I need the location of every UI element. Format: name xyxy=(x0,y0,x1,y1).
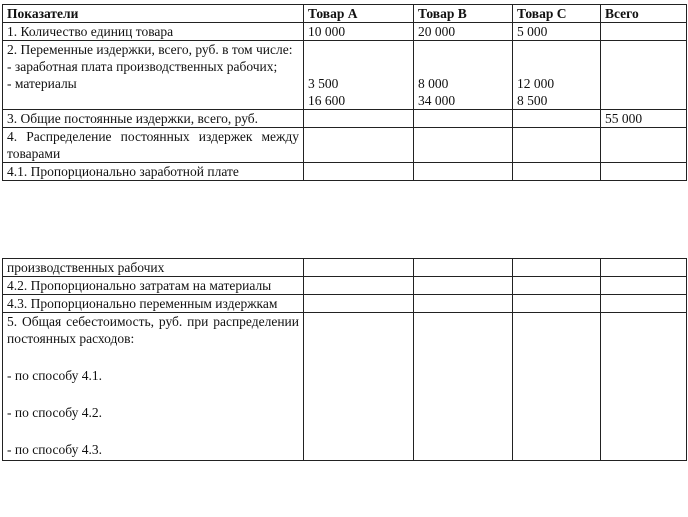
cell-total xyxy=(601,277,687,295)
cost-table-part2 xyxy=(2,258,687,461)
cell-total xyxy=(601,163,687,181)
cell-total xyxy=(601,259,687,277)
cell-b: 20 000 xyxy=(414,23,513,41)
cell-b xyxy=(414,259,513,277)
cell-c xyxy=(513,128,601,163)
cell-total xyxy=(601,41,687,110)
table-row xyxy=(3,295,687,313)
cell-a xyxy=(304,295,414,313)
header-product-a: Товар А xyxy=(304,5,414,23)
table-row xyxy=(3,128,687,163)
method-4-1: - по способу 4.1. xyxy=(7,368,102,383)
row-label xyxy=(3,41,304,110)
table-row xyxy=(3,277,687,295)
row-label: производственных рабочих xyxy=(3,259,304,277)
table-row xyxy=(3,259,687,277)
header-indicators: Показатели xyxy=(3,5,304,23)
cell-c xyxy=(513,41,601,110)
table-row xyxy=(3,41,687,110)
cell-b xyxy=(414,313,513,461)
row-label-main: 5. Общая себестоимость, руб. при распределении постоянных расходов: xyxy=(7,314,299,346)
method-4-2: - по способу 4.2. xyxy=(7,405,102,420)
row-label: 4.3. Пропорционально переменным издержкам xyxy=(3,295,304,313)
method-4-3: - по способу 4.3. xyxy=(7,442,102,457)
cell-a: 10 000 xyxy=(304,23,414,41)
cell-b-wages: 8 000 xyxy=(418,76,449,91)
cell-c-wages: 12 000 xyxy=(517,76,555,91)
row-label: 4.2. Пропорционально затратам на материалы xyxy=(3,277,304,295)
cell-b xyxy=(414,128,513,163)
cell-c xyxy=(513,277,601,295)
cell-total xyxy=(601,295,687,313)
cell-a-materials: 16 600 xyxy=(308,93,346,108)
cell-total xyxy=(601,128,687,163)
cell-a xyxy=(304,110,414,128)
row-label-sub-materials: - материалы xyxy=(7,76,77,91)
cell-c xyxy=(513,295,601,313)
cell-a xyxy=(304,41,414,110)
table-row xyxy=(3,110,687,128)
cell-a xyxy=(304,259,414,277)
row-label-sub-wages: - заработная плата производственных рабочих; xyxy=(7,59,278,74)
cell-b xyxy=(414,163,513,181)
table-row xyxy=(3,163,687,181)
table-row xyxy=(3,313,687,461)
cell-b xyxy=(414,277,513,295)
cell-a xyxy=(304,313,414,461)
table-row xyxy=(3,23,687,41)
cell-c xyxy=(513,110,601,128)
header-product-c: Товар С xyxy=(513,5,601,23)
cost-table-part1 xyxy=(2,4,687,181)
cell-c xyxy=(513,163,601,181)
row-label-main: 2. Переменные издержки, всего, руб. в том числе: xyxy=(7,42,293,57)
cell-c xyxy=(513,313,601,461)
row-label xyxy=(3,313,304,461)
cell-a xyxy=(304,163,414,181)
cell-c: 5 000 xyxy=(513,23,601,41)
row-label: 3. Общие постоянные издержки, всего, руб. xyxy=(3,110,304,128)
cell-total xyxy=(601,23,687,41)
cell-a xyxy=(304,277,414,295)
table-header-row xyxy=(3,5,687,23)
cell-total: 55 000 xyxy=(601,110,687,128)
cell-c-materials: 8 500 xyxy=(517,93,548,108)
cell-b xyxy=(414,41,513,110)
row-label: 4.1. Пропорционально заработной плате xyxy=(3,163,304,181)
cell-b xyxy=(414,110,513,128)
cell-b xyxy=(414,295,513,313)
cell-a xyxy=(304,128,414,163)
header-product-b: Товар В xyxy=(414,5,513,23)
cell-c xyxy=(513,259,601,277)
cell-b-materials: 34 000 xyxy=(418,93,456,108)
row-label: 1. Количество единиц товара xyxy=(3,23,304,41)
header-total: Всего xyxy=(601,5,687,23)
cell-total xyxy=(601,313,687,461)
cell-a-wages: 3 500 xyxy=(308,76,339,91)
row-label: 4. Распределение постоянных издержек между товарами xyxy=(3,128,304,163)
